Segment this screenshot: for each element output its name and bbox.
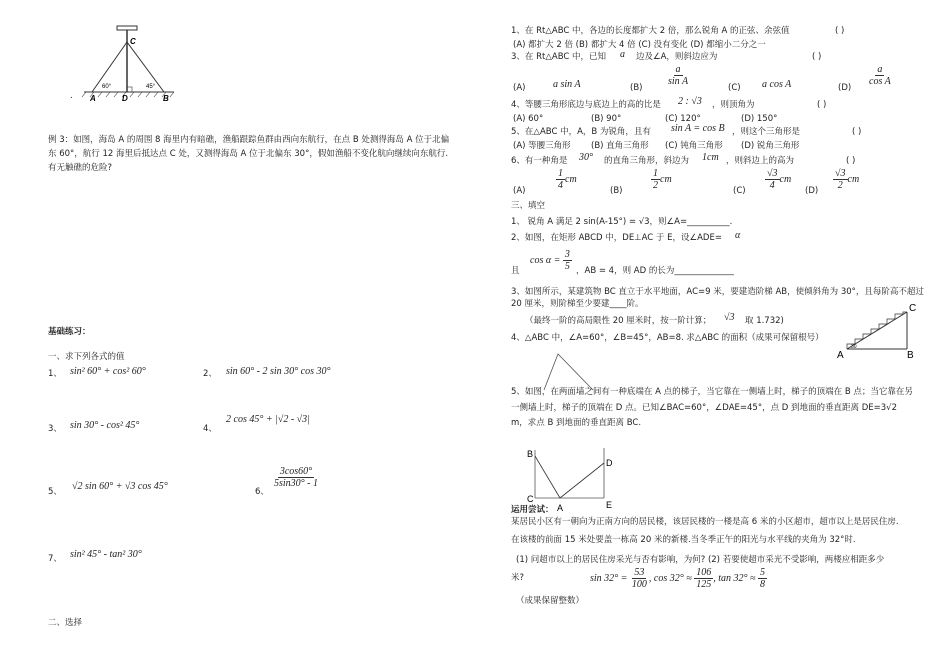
q6-opt-a: (A) — [513, 186, 526, 196]
stairs-angle-30: 30 — [851, 344, 857, 350]
problem-5-num: 5、 — [48, 487, 62, 497]
ladder-label-c: C — [527, 494, 534, 504]
q6-val-d: $\frac{√3}{2}$ cm — [835, 168, 860, 191]
problem-3-expr: sin 30° - cos² 45° — [70, 420, 140, 431]
q6-text3: ，则斜边上的高为 — [726, 156, 795, 166]
q6-opt-b: (B) — [610, 186, 623, 196]
q6-text: 6、有一种角是 — [511, 156, 568, 166]
problem-5-expr: √2 sin 60° + √3 cos 45° — [72, 481, 168, 492]
q2-a: a — [620, 49, 625, 60]
tower-label-c: C — [130, 37, 136, 46]
fill2-text3: ，AB = 4，则 AD 的长为______________ — [576, 266, 734, 276]
problem-2-expr: sin 60° - 2 sin 30° cos 30° — [226, 366, 331, 377]
problem-6-denominator: 5sin30° - 1 — [274, 478, 318, 489]
q6-angle: 30° — [579, 152, 593, 163]
problem-7-num: 7、 — [48, 554, 62, 564]
q1-paren: ( ) — [835, 26, 845, 36]
apply-note: （成果保留整数） — [516, 596, 585, 606]
apply-title: 运用尝试： — [511, 505, 554, 515]
apply-line4: 米? — [511, 573, 525, 583]
fill3-sqrt: √3 — [724, 312, 735, 323]
ladder-figure — [520, 440, 625, 512]
q2-val-d: $\frac{a}{\text{cos A}}$ — [869, 64, 891, 87]
q2-text: 3、在 Rt△ABC 中，已知 — [511, 52, 607, 62]
q5-paren: ( ) — [852, 127, 862, 137]
q6-val-c: $\frac{√3}{4}$ cm — [767, 168, 792, 191]
q1-text: 1、在 Rt△ABC 中，各边的长度都扩大 2 倍，那么锐角 A 的正弦、余弦值 — [511, 26, 790, 36]
ladder-label-e: E — [606, 500, 613, 510]
tower-figure — [80, 24, 180, 102]
q2-text2: 边及∠A，则斜边应为 — [636, 52, 718, 62]
stairs-figure — [835, 300, 935, 362]
apply-line1: 某居民小区有一朝向为正南方向的居民楼，该居民楼的一楼是高 6 米的小区超市，超市以上是居民住房. — [511, 517, 899, 527]
q6-val-b: $\frac{1}{2}$ cm — [653, 168, 672, 191]
q2-val-b: $\frac{a}{\text{sin A}}$ — [668, 64, 689, 87]
stairs-label-b: B — [907, 350, 914, 361]
q4-option-d: (D) 150° — [741, 114, 778, 124]
q2-val-a: a sin A — [553, 79, 581, 90]
apply-formula: sin 32° = $\frac{53}{100}$ , cos 32° ≈ $\frac{106}{125}$ , tan 32° ≈ $\frac{5}{8}$ — [590, 567, 766, 590]
problem-6-num: 6、 — [255, 487, 269, 497]
section2-title: 二、选择 — [48, 618, 83, 628]
fill4-text: 4、△ABC 中，∠A=60°，∠B=45°，AB=8. 求△ABC 的面积（成果可保留根号） — [511, 333, 824, 343]
problem-6-numerator: 3cos60° — [279, 466, 313, 477]
fill2-text: 2、如图，在矩形 ABCD 中，DE⊥AC 于 E，设∠ADE= — [511, 233, 722, 243]
q5-text: 5、在△ABC 中，A，B 为锐角，且有 — [511, 127, 651, 137]
tower-label-a: A — [90, 94, 96, 102]
q2-opt-d: (D) — [838, 83, 852, 93]
stairs-label-a: A — [837, 350, 844, 361]
q4-option-c: (C) 120° — [665, 114, 701, 124]
fill5-line1: 5、如图，在两面墙之间有一种底端在 A 点的梯子，当它靠在一侧墙上时，梯子的顶端在 B 点；当它靠在另 — [511, 387, 913, 397]
basic-practice-title: 基础练习： — [48, 327, 91, 337]
fill5-line2: 一侧墙上时，梯子的顶端在 D 点。已知∠BAC=60°，∠DAE=45°，点 D 到地面的垂直距离 DE=3√2 — [511, 403, 898, 413]
problem-4-num: 4、 — [203, 424, 217, 434]
q4-option-a: (A) 60° — [513, 114, 544, 124]
q6-len: 1cm — [702, 152, 719, 163]
q6-opt-c: (C) — [733, 186, 746, 196]
tower-angle-60: 60° — [102, 84, 112, 90]
tower-label-d: D — [122, 94, 128, 102]
fill3-line1: 3、如图所示，某建筑物 BC 直立于水平地面，AC=9 米，要建造阶梯 AB，使倾斜角为 30°，且每阶高不超过 — [511, 287, 924, 297]
problem-7-expr: sin² 45° - tan² 30° — [70, 549, 142, 560]
fill3-line2: 20 厘米，则阶梯至少要建____阶。 — [511, 299, 644, 309]
problem-2-num: 2、 — [203, 369, 217, 379]
tower-angle-45: 45° — [146, 84, 156, 90]
ladder-label-d: D — [606, 458, 613, 468]
stairs-label-c: C — [909, 303, 917, 314]
fill2-alpha: α — [735, 230, 741, 241]
problem-1-num: 1、 — [48, 369, 62, 379]
apply-line3: (1) 问超市以上的居民住房采光与否有影响，为何? (2) 若要使超市采光不受影响，两楼应相距多少 — [516, 555, 885, 565]
apply-line2: 在该楼的前面 15 米处要盖一栋高 20 米的新楼.当冬季正午的阳光与水平线的夹角为 32°时. — [511, 535, 856, 545]
q2-opt-b: (B) — [630, 83, 643, 93]
q5-text2: ，则这个三角形是 — [732, 127, 801, 137]
fill1-text: 1、 锐角 A 满足 2 sin(A-15°) = √3，则∠A=__________. — [511, 217, 733, 227]
q6-opt-d: (D) — [805, 186, 819, 196]
tower-label-b: B — [163, 94, 169, 102]
problem-3-num: 3、 — [48, 424, 62, 434]
section3-title: 三、填空 — [511, 201, 546, 211]
q2-val-c: a cos A — [762, 79, 792, 90]
q4-option-b: (B) 90° — [591, 114, 622, 124]
q6-text2: 的直角三角形，斜边为 — [604, 156, 690, 166]
q5-eq: sin A = cos B — [671, 123, 725, 134]
ladder-label-a: A — [557, 503, 564, 512]
q4-text: 4、等腰三角形底边与底边上的高的比是 — [511, 100, 661, 110]
figure-dot: . — [70, 91, 73, 101]
q6-paren: ( ) — [846, 156, 856, 166]
ladder-label-b: B — [527, 449, 534, 459]
example3-line3: 有无触礁的危险? — [48, 163, 113, 173]
q5-option-a: (A) 等腰三角形 — [513, 141, 571, 151]
q2-opt-c: (C) — [728, 83, 741, 93]
q2-paren: ( ) — [812, 52, 822, 62]
q4-paren: ( ) — [817, 100, 827, 110]
example3-line2: 东 60°，航行 12 海里后抵达点 C 处，又测得海岛 A 位于北偏东 30°，假如渔船不变化航向继续向东航行. — [48, 149, 449, 159]
fill2-cos: cos α = $\frac{3}{5}$ — [530, 249, 570, 272]
section1-title: 一、求下列各式的值 — [48, 352, 125, 362]
q2-opt-a: (A) — [513, 83, 526, 93]
q5-option-d: (D) 锐角三角形 — [741, 141, 800, 151]
fill2-text2: 且 — [511, 266, 520, 276]
q5-option-c: (C) 钝角三角形 — [665, 141, 723, 151]
problem-1-expr: sin² 60° + cos² 60° — [70, 366, 146, 377]
q4-text2: ，则顶角为 — [712, 100, 755, 110]
q4-ratio: 2 : √3 — [678, 96, 702, 107]
q5-option-b: (B) 直角三角形 — [591, 141, 649, 151]
example3-line1: 例 3：如图，海岛 A 的周围 8 海里内有暗礁，渔船跟踪鱼群由西向东航行，在点 B 处测得海岛 A 位于北偏 — [48, 135, 450, 145]
fill3-approx: 取 1.732) — [745, 316, 784, 326]
fill3-line3: （最终一阶的高局限性 20 厘米时，按一阶计算； — [525, 316, 712, 326]
problem-6-fraction — [272, 466, 320, 489]
problem-4-expr: 2 cos 45° + |√2 - √3| — [226, 414, 310, 425]
fill5-line3: m，求点 B 到地面的垂直距离 BC. — [511, 418, 642, 428]
q6-val-a: $\frac{1}{4}$ cm — [558, 168, 577, 191]
q1-options: (A) 都扩大 2 倍 (B) 都扩大 4 倍 (C) 没有变化 (D) 都缩小二分之一 — [513, 40, 766, 50]
